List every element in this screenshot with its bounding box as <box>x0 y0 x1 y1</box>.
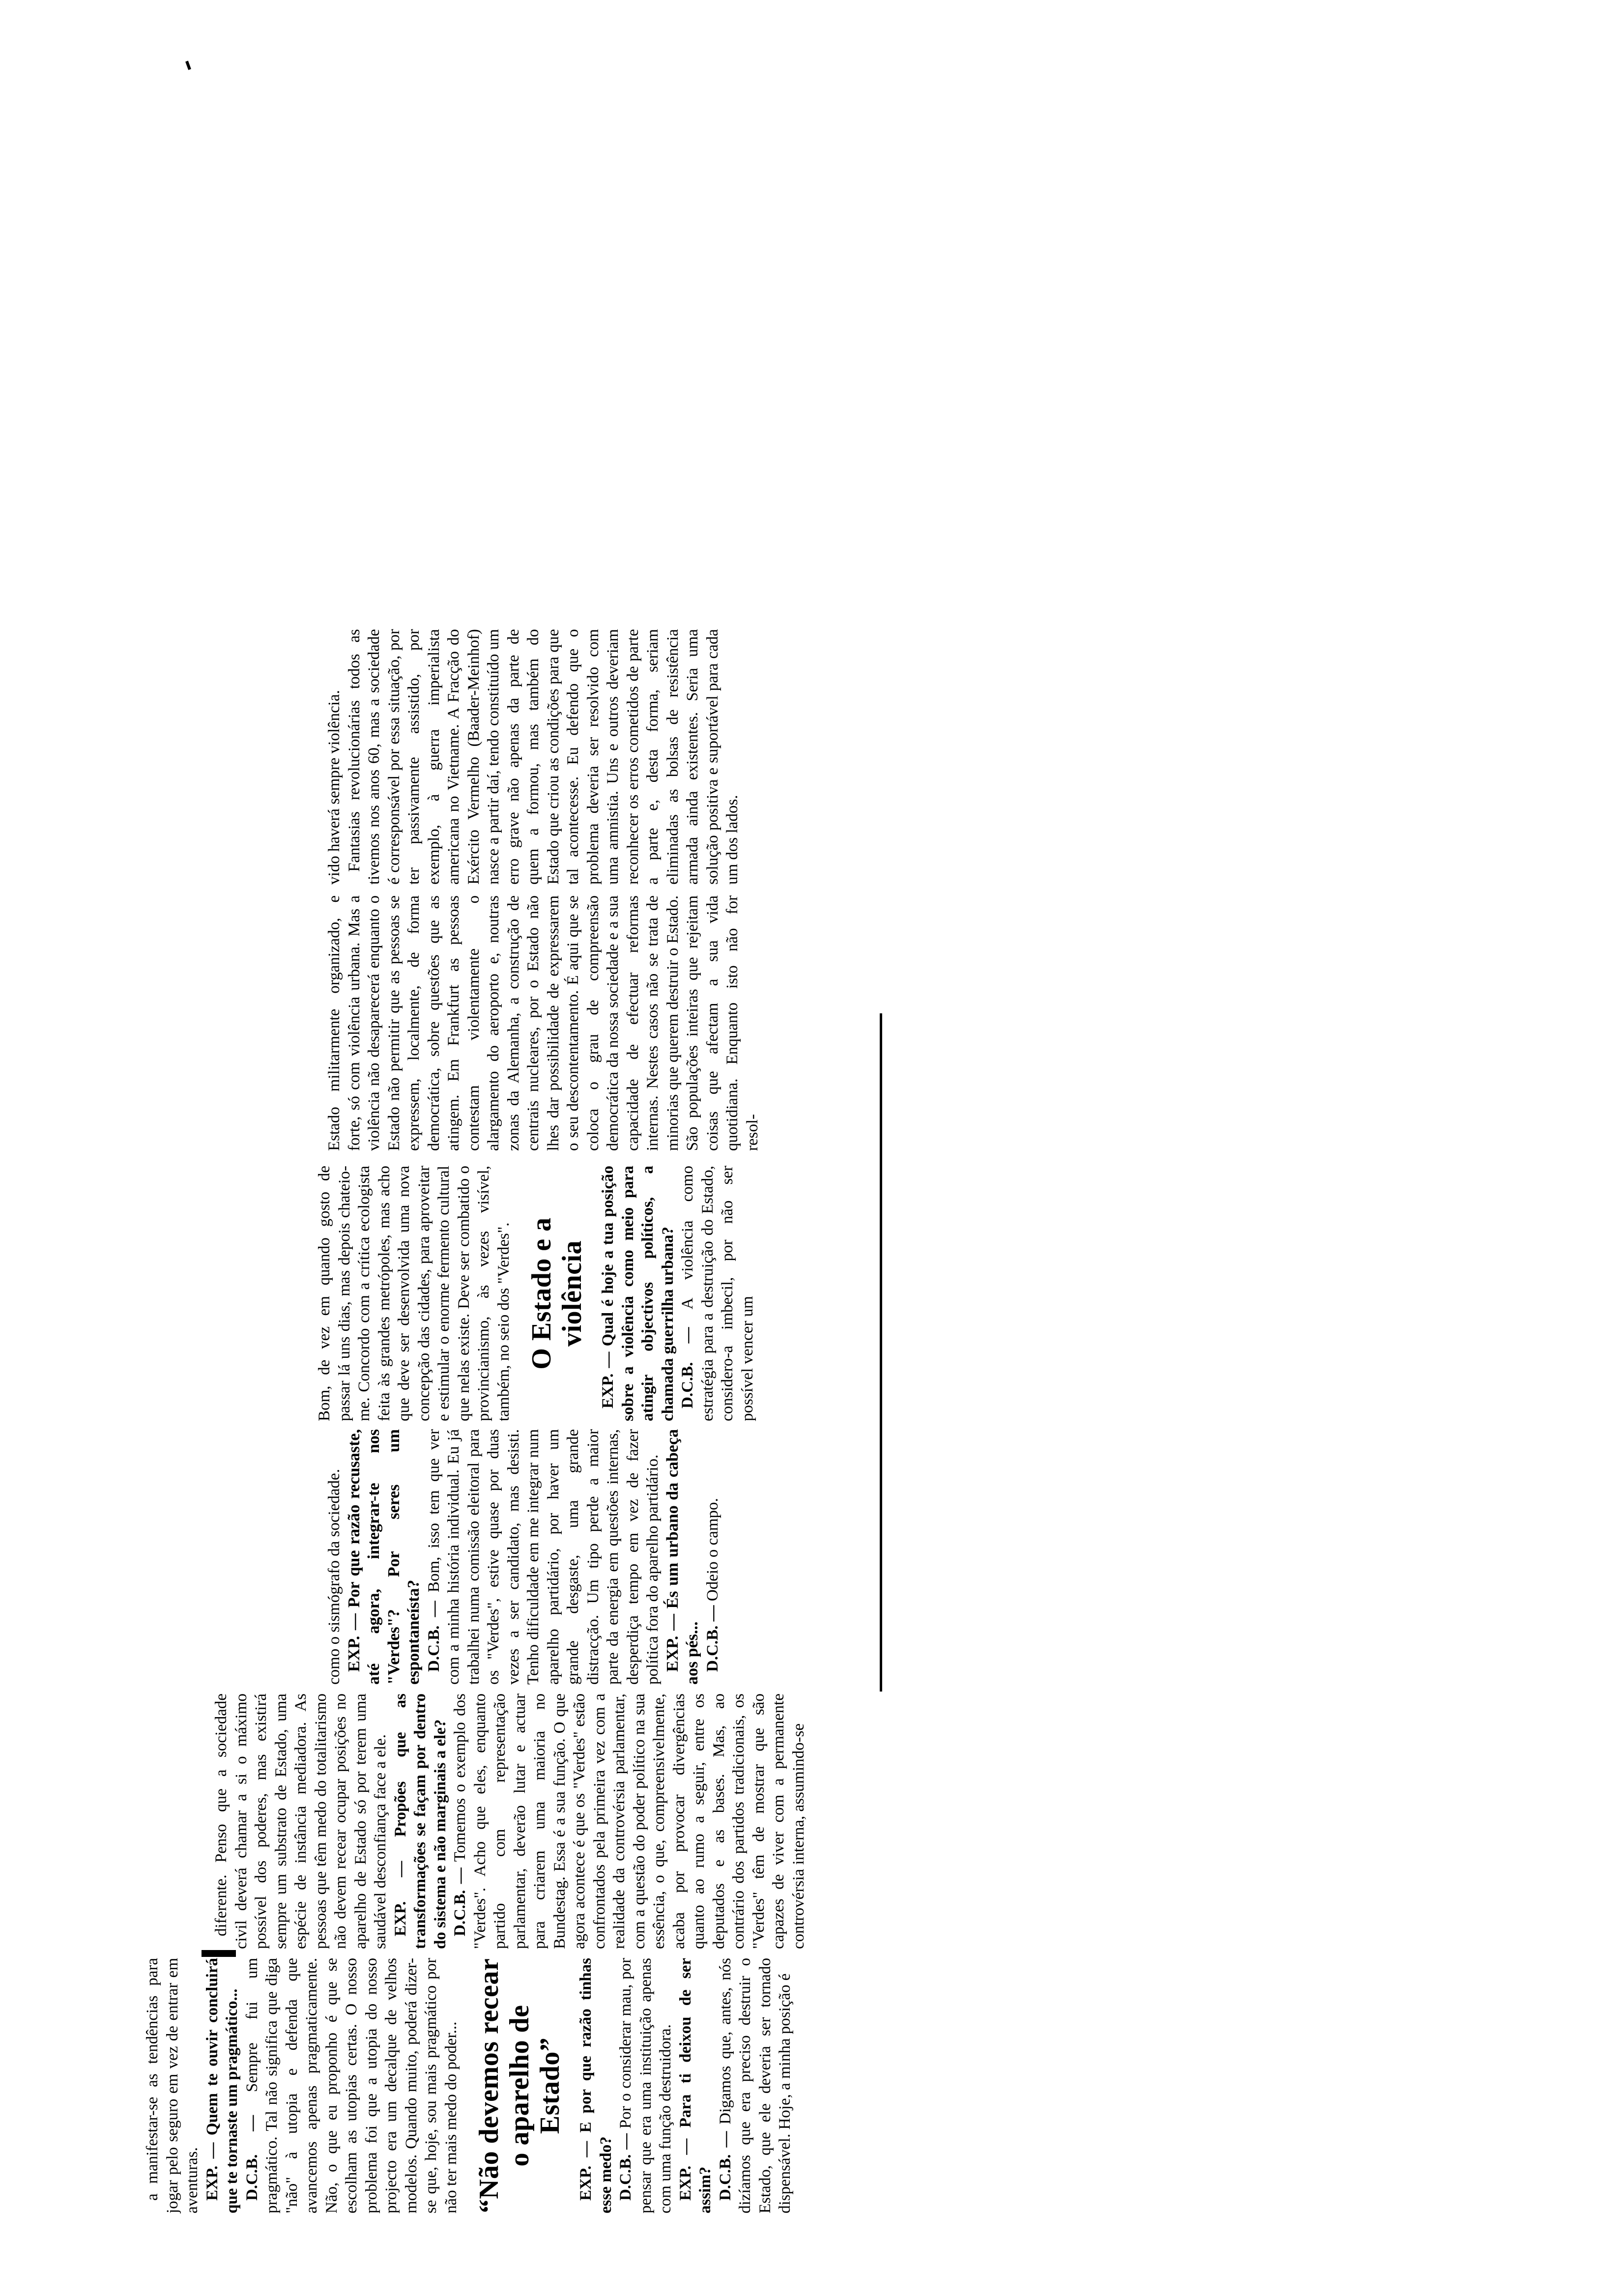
article-column-5 <box>324 895 909 1151</box>
paragraph-text: Propões que as transformações se façam por dentro do sistema e não marginais a ele? <box>391 1693 449 1949</box>
body-paragraph <box>345 629 743 885</box>
paragraph-text: a manifestar-se as tendências para jogar pelo seguro em vez de entrar em aventuras. <box>144 1958 201 2213</box>
paragraph-text: A violência como estratégia para a destruição do Estado, considero-a imbecil, por não ser possível vencer um <box>679 1166 756 1421</box>
paragraph-text: Para ti deixou de ser assim? <box>676 1958 714 2213</box>
speaker-label: D.C.B. — <box>716 2131 734 2201</box>
ink-speck <box>185 61 191 70</box>
article-column-1 <box>143 1958 1057 2213</box>
paragraph-text: Bom, de vez em quando gosto de passar lá uns dias, mas depois chateio-me. Concordo com a crítica ecologista feita às grandes metrópoles, mas acho que deve ser desenvolvida uma nova concepção das cidades, para aproveitar e estimular o enorme fermento cultural que nelas existe. Deve ser combatido o provincianismo, às vezes visível, também, no seio dos "Verdes". <box>316 1166 513 1421</box>
paragraph-text: Digamos que, antes, nós dizíamos que era preciso destruir o Estado, que ele deveria ser tornado dispensável. Hoje, a minha posição é <box>716 1958 794 2213</box>
paragraph-text: Sempre fui um pragmático. Tal não significa que diga "não" à utopia e defenda que avancemos apenas pragmaticamente. Não, o que eu proponho é que se escolham as utopias certas. O nosso problema foi que a utopia do nosso projecto era um decalque de velhos modelos. Quando muito, poderá dizer-se que, hoje, sou mais pragmático por não ter mais medo do poder... <box>243 1958 460 2213</box>
speaker-label: EXP. — <box>345 1613 363 1672</box>
paragraph-text: diferente. Penso que a sociedade civil deverá chamar a si o máximo possível dos poderes, mas existirá sempre um substrato de Estado, uma espécie de instância mediadora. As pessoas que têm medo do totalitarismo não devem recear ocupar posições no aparelho de Estado só por terem uma saudável desconfiança face a ele. <box>212 1693 389 1949</box>
interview-answer <box>450 1693 808 1949</box>
paragraph-text: Bom, isso tem que ver com a minha história individual. Eu já trabalhei numa comissão eleitoral para os "Verdes", estive quase por duas vezes a ser candidato, mas desisti. Tenho dificuldade em me integrar num aparelho partidário, por haver um grande desgaste, uma grande distracção. Um tipo perde a maior parte da energia em questões internas, desperdiça tempo em vez de fazer política fora do aparelho partidário. <box>425 1429 662 1685</box>
paragraph-text: Tomemos o exemplo dos "Verdes". Acho que eles, enquanto partido com representação parlamentar, deverão lutar e actuar para criarem uma maioria no Bundestag. Essa é a sua função. O que agora acontece é que os "Verdes" estão confrontados pela primeira vez com a realidade da controvérsia parlamentar, com a questão do poder político na sua essência, o que, compreensivelmente, acaba por provocar divergências quanto ao rumo a seguir, entre os deputados e as bases. Mas, ao contrário dos partidos tradicionais, os "Verdes" têm de mostrar que são capazes de viver com a permanente controvérsia interna, assumindo-se <box>451 1693 807 1949</box>
paragraph-text: Qual é hoje a tua posição sobre a violência como meio para atingir objectivos políticos, a chamada guerrilha urbana? <box>599 1166 677 1421</box>
column-start-mark <box>202 1950 236 1957</box>
body-paragraph <box>211 1693 391 1949</box>
interview-question <box>576 1958 616 2213</box>
paragraph-text: como o sismógrafo da sociedade. <box>325 1469 343 1685</box>
interview-answer <box>703 1429 723 1685</box>
speaker-label: EXP. — <box>203 2142 221 2201</box>
paragraph-text: Quem te ouvir concluirá que te tornaste um pragmático... <box>203 1958 241 2213</box>
speaker-label: EXP. — <box>599 1351 617 1408</box>
interview-question <box>345 1429 424 1685</box>
interview-question <box>391 1693 451 1949</box>
speaker-label: D.C.B. — <box>679 1327 696 1408</box>
speaker-label: D.C.B. — <box>425 1601 443 1672</box>
article-column-3 <box>324 1429 899 1685</box>
paragraph-text: Por que razão recusaste, até agora, integrar-te nos "Verdes"? Por seres um espontaneísta? <box>345 1429 423 1685</box>
speaker-label: D.C.B. — <box>451 1867 469 1936</box>
interview-question <box>676 1958 716 2213</box>
column-divider-rule <box>880 1013 882 1692</box>
speaker-label: EXP. — <box>577 2141 595 2201</box>
speaker-label: EXP. — <box>663 1614 682 1672</box>
body-paragraph <box>315 1166 514 1421</box>
speaker-label: EXP. — <box>676 2138 694 2201</box>
interview-answer <box>424 1429 663 1685</box>
interview-answer <box>678 1166 757 1421</box>
interview-question <box>202 1958 242 2213</box>
paragraph-text: Por o considerar mau, por pensar que era uma instituição apenas com uma função destruidora. <box>617 1958 674 2213</box>
article-column-2 <box>211 1693 1037 1949</box>
section-heading: “Não devemos recear o aparelho de Estado” <box>474 1958 565 2213</box>
article-column-6 <box>324 629 909 885</box>
interview-answer <box>716 1958 795 2213</box>
interview-question <box>598 1166 678 1421</box>
paragraph-text: És um urbano da cabeça aos pés... <box>663 1429 701 1685</box>
section-heading: O Estado e a violência <box>526 1217 587 1370</box>
paragraph-text: Odeio o campo. <box>703 1498 721 1602</box>
paragraph-text: vido haverá sempre violência. <box>325 690 343 885</box>
article-column-4 <box>315 1166 894 1421</box>
paragraph-text: Fantasias revolucionárias todos as tivemos nos anos 60, mas a sociedade é corresponsável por essa situação, por ter passivamente assistido, por exemplo, à guerra imperialista americana no Vietname. A Fracção do Exército Vermelho (Baader-Meinhof) nasce a partir daí, tendo constituído um erro grave não apenas da parte de quem a formou, mas também do Estado que criou as condições para que tal acontecesse. Eu defendo que o problema deveria ser resolvido com uma amnistia. Uns e outros deveriam reconhecer os erros cometidos de parte a parte e, desta forma, seriam eliminadas as bolsas de resistência armada ainda existentes. Seria uma solução positiva e suportável para cada um dos lados. <box>345 629 741 885</box>
speaker-label: D.C.B. — <box>703 1605 721 1672</box>
paragraph-text: Estado militarmente organizado, e forte, só com violência urbana. Mas a violência não desaparecerá enquanto o Estado não permitir que as pessoas se expressem, localmente, de forma democrática, sobre questões que as atingem. Em Frankfurt as pessoas contestam violentamente o alargamento do aeroporto e, noutras zonas da Alemanha, a construção de centrais nucleares, por o Estado não lhes dar possibilidade de expressarem o seu descontentamento. É aqui que se coloca o grau de compreensão democrática da nossa sociedade e a sua capacidade de efectuar reformas internas. Nestes casos não se trata de minorias que querem destruir o Estado. São populações inteiras que rejeitam coisas que afectam a sua vida quotidiana. Enquanto isto não for resol- <box>325 895 761 1151</box>
interview-answer <box>616 1958 676 2213</box>
body-paragraph <box>143 1958 202 2213</box>
speaker-label: EXP. — <box>391 1861 409 1936</box>
body-paragraph <box>324 1429 345 1685</box>
body-paragraph <box>324 629 345 885</box>
speaker-label: D.C.B. — <box>617 2133 634 2201</box>
paragraph-text: E por que razão tinhas esse medo? <box>577 1958 615 2213</box>
body-paragraph <box>324 895 762 1151</box>
interview-question <box>663 1429 703 1685</box>
interview-answer <box>242 1958 461 2213</box>
speaker-label: D.C.B. — <box>243 2115 261 2201</box>
